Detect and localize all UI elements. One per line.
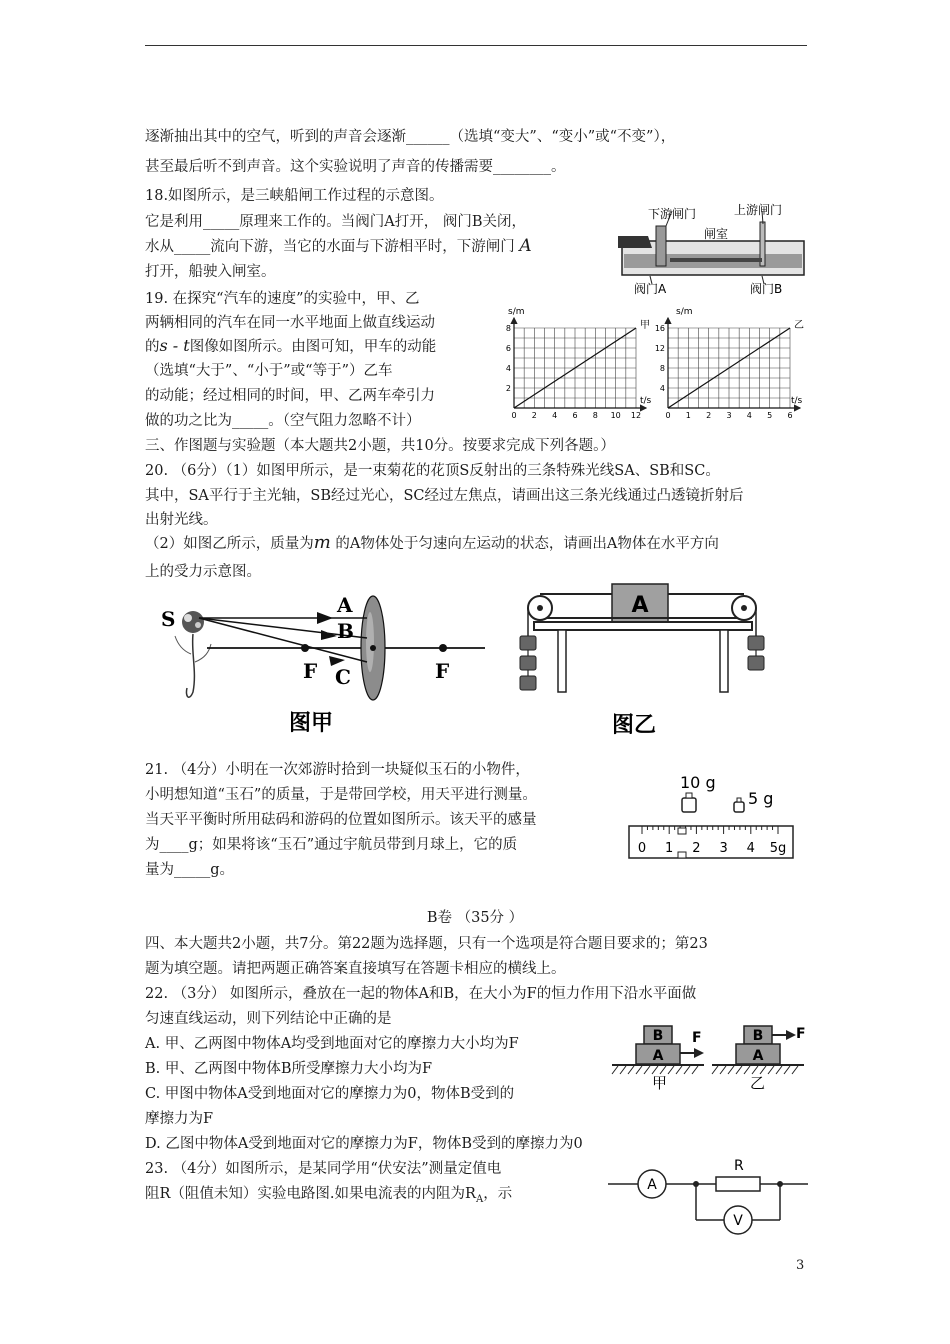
q18-line: 18.如图所示，是三峡船闸工作过程的示意图。 — [145, 188, 444, 204]
section-heading: 四、本大题共2小题，共7分。第22题为选择题，只有一个选项是符合题目要求的；第23 — [145, 936, 708, 952]
yi-xlabel: t/s — [791, 396, 803, 406]
ruler-tick-label: 1 — [665, 841, 674, 856]
label-f-left: F — [303, 659, 318, 683]
caption-jia: 图甲 — [289, 710, 334, 736]
ruler-tick-label: 0 — [637, 841, 647, 856]
jia-ytick: 4 — [505, 364, 511, 373]
ruler-tick-label: 5g — [769, 841, 787, 856]
jia-ylabel: s/m — [508, 307, 525, 317]
jia-b-label: B — [652, 1028, 664, 1044]
yi-xtick: 0 — [665, 411, 671, 420]
jia-xtick: 10 — [610, 411, 621, 420]
yi-ylabel: s/m — [676, 307, 693, 317]
q21-line: 为____g；如果将该“玉石”通过宇航员带到月球上，它的质 — [145, 837, 518, 853]
q20-line: 其中，SA平行于主光轴，SB经过光心，SC经过左焦点，请画出这三条光线通过凸透镜折射后 — [145, 488, 744, 504]
yi-xtick: 5 — [767, 411, 773, 420]
q19-line: （选填“大于”、“小于”或“等于”）乙车 — [145, 363, 393, 379]
b-paper-title: B卷 （35分 ） — [426, 910, 524, 926]
jia-ytick: 2 — [505, 384, 511, 393]
ruler-tick-label: 4 — [746, 841, 755, 856]
q23-line: 阻R（阻值未知）实验电路图.如果电流表的内阻为$R_A$，示 — [145, 1186, 513, 1205]
q18-line: 打开，船驶入闸室。 — [145, 264, 276, 280]
q22-option-d: D. 乙图中物体A受到地面对它的摩擦力为F，物体B受到的摩擦力为0 — [145, 1136, 583, 1152]
yi-ytick: 16 — [654, 324, 665, 333]
q22-option-a: A. 甲、乙两图中物体A均受到地面对它的摩擦力大小均为F — [145, 1036, 519, 1052]
jia-xtick: 6 — [572, 411, 578, 420]
jia-xlabel: t/s — [640, 396, 652, 406]
jia-xtick: 0 — [511, 411, 517, 420]
jia-xtick: 2 — [531, 411, 537, 420]
st-graphs-figure — [500, 300, 810, 422]
label-chamber: 闸室 — [704, 227, 729, 241]
yi-f-label: F — [796, 1026, 806, 1042]
block-a-label: A — [631, 593, 649, 618]
text-line: 甚至最后听不到声音。这个实验说明了声音的传播需要________。 — [145, 159, 566, 175]
yi-xtick: 2 — [706, 411, 712, 420]
q19-line: 19. 在探究“汽车的速度”的实验中，甲、乙 — [145, 291, 420, 307]
q20-line: 出射光线。 — [145, 512, 218, 528]
jia-caption: 甲 — [652, 1074, 668, 1092]
q22-option-b: B. 甲、乙两图中物体B所受摩擦力大小均为F — [145, 1061, 433, 1077]
label-f-right: F — [435, 659, 450, 683]
section-text: 题为填空题。请把两题正确答案直接填写在答题卡相应的横线上。 — [145, 961, 566, 977]
weight-5g-label: 5 g — [748, 789, 774, 808]
voltmeter-label: V — [733, 1213, 743, 1229]
label-c: C — [335, 665, 351, 689]
caption-yi: 图乙 — [612, 713, 657, 738]
ruler-tick-label: 2 — [692, 841, 701, 856]
circuit-figure — [604, 1152, 812, 1236]
q19-line: 两辆相同的汽车在同一水平地面上做直线运动 — [145, 315, 435, 331]
ship-lock-figure — [612, 196, 812, 296]
jia-a-label: A — [652, 1048, 664, 1064]
jia-ytick: 8 — [505, 324, 511, 333]
resistor-label: R — [734, 1158, 744, 1174]
label-up-gate: 上游闸门 — [734, 203, 783, 217]
ammeter-label: A — [647, 1177, 657, 1193]
label-b: B — [337, 619, 354, 643]
q22-option-c: C. 甲图中物体A受到地面对它的摩擦力为0，物体B受到的 — [145, 1086, 515, 1102]
q18-line: 水从_____流向下游，当它的水面与下游相平时，下游闸门 A — [145, 236, 532, 256]
label-s: S — [161, 607, 176, 631]
jia-ytick: 6 — [505, 344, 511, 353]
q22-line: 匀速直线运动，则下列结论中正确的是 — [145, 1011, 392, 1027]
label-down-gate: 下游闸门 — [648, 207, 697, 221]
q19-line: 做的功之比为_____。（空气阻力忽略不计） — [145, 413, 421, 429]
yi-caption: 乙 — [750, 1074, 766, 1092]
q21-line: 量为_____g。 — [145, 862, 235, 878]
yi-a-label: A — [752, 1048, 764, 1064]
yi-xtick: 6 — [787, 411, 793, 420]
weight-10g-label: 10 g — [680, 773, 716, 792]
yi-xtick: 3 — [726, 411, 732, 420]
optics-figure — [155, 592, 495, 742]
yi-xtick: 1 — [685, 411, 691, 420]
yi-xtick: 4 — [746, 411, 752, 420]
jia-xtick: 4 — [552, 411, 558, 420]
header-rule — [145, 45, 807, 46]
q22-line: 22. （3分） 如图所示，叠放在一起的物体A和B，在大小为F的恒力作用下沿水平面做 — [145, 986, 697, 1002]
q18-line: 它是利用_____原理来工作的。当阀门A打开， 阀门B关闭， — [145, 214, 526, 230]
text-line: 逐渐抽出其中的空气，听到的声音会逐渐______（选填“变大”、“变小”或“不变”）， — [145, 129, 676, 145]
page-number: 3 — [796, 1258, 805, 1273]
jia-xtick: 8 — [592, 411, 598, 420]
jia-f-label: F — [692, 1030, 702, 1046]
q20-line: 20. （6分）（1）如图甲所示，是一束菊花的花顶S反射出的三条特殊光线SA、SB和SC。 — [145, 463, 720, 479]
yi-ytick: 8 — [659, 364, 665, 373]
q22-option-c: 摩擦力为F — [145, 1111, 214, 1127]
jia-xtick: 12 — [630, 411, 642, 420]
q21-line: 21. （4分）小明在一次郊游时拾到一块疑似玉石的小物件， — [145, 762, 530, 778]
section-heading: 三、作图题与实验题（本大题共2小题，共10分。按要求完成下列各题。） — [145, 438, 615, 454]
yi-ytick: 4 — [659, 384, 665, 393]
ruler-tick-label: 3 — [719, 841, 728, 856]
label-a: A — [337, 593, 353, 617]
stacked-blocks-figure — [604, 1022, 814, 1096]
q21-line: 当天平平衡时所用砝码和游码的位置如图所示。该天平的感量 — [145, 812, 537, 828]
yi-name: 乙 — [794, 320, 804, 331]
q19-line: 的动能；经过相同的时间，甲、乙两车牵引力 — [145, 388, 435, 404]
q20-line: 上的受力示意图。 — [145, 564, 261, 580]
label-valve-b: 阀门B — [750, 282, 783, 296]
q20-line: （2）如图乙所示，质量为m 的A物体处于匀速向左运动的状态，请画出A物体在水平方向 — [145, 532, 719, 553]
table-pulley-figure — [512, 580, 774, 746]
yi-b-label: B — [752, 1028, 764, 1044]
q21-line: 小明想知道“玉石”的质量，于是带回学校，用天平进行测量。 — [145, 787, 537, 803]
q19-line: 的s - t图像如图所示。由图可知，甲车的动能 — [145, 336, 437, 355]
label-valve-a: 阀门A — [634, 282, 667, 296]
jia-name: 甲 — [640, 320, 650, 331]
balance-figure — [626, 770, 798, 862]
yi-ytick: 12 — [654, 344, 665, 353]
q23-line: 23. （4分）如图所示，是某同学用“伏安法”测量定值电 — [145, 1161, 502, 1177]
